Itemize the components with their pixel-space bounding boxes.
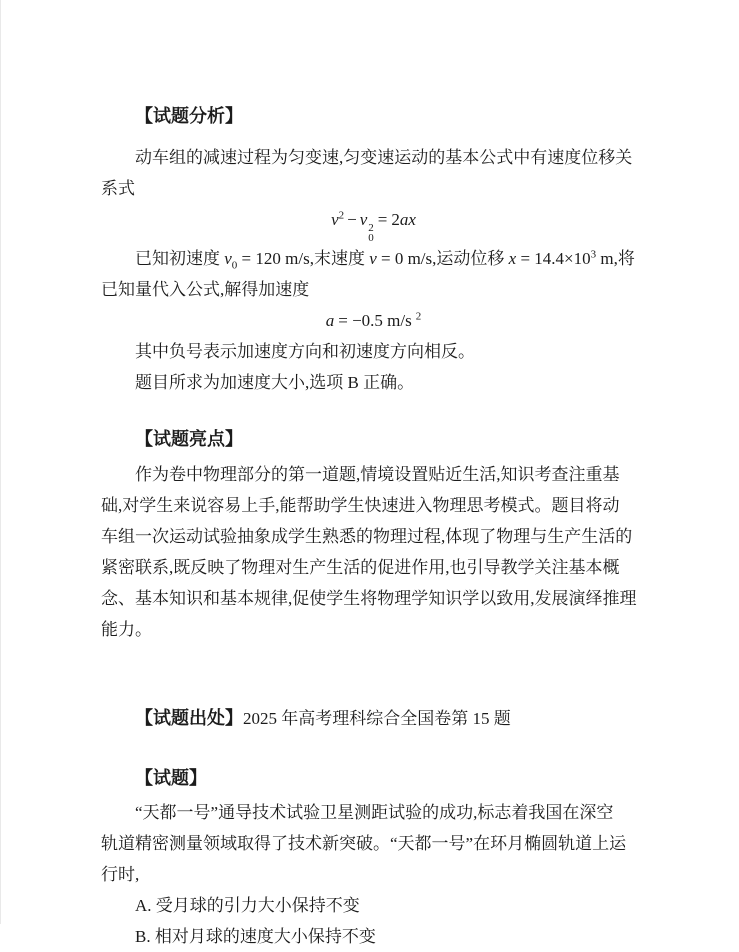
math-var-v0: v: [359, 210, 368, 229]
equals-sign: =: [377, 210, 388, 229]
paragraph-line: [101, 243, 739, 274]
text-run: 已知初速度: [135, 249, 225, 269]
math-var-v: v: [369, 249, 377, 269]
heading-highlights: 【试题亮点】: [135, 429, 243, 450]
paragraph-line: 轨道精密测量领域取得了技术新突破。“天都一号”在环月椭圆轨道上运: [101, 834, 627, 854]
minus-sign: −: [347, 210, 357, 229]
text-run: m,将: [596, 249, 635, 269]
paragraph-line: 车组一次运动试验抽象成学生熟悉的物理过程,体现了物理与生产生活的: [101, 527, 633, 547]
analysis-sign-note: 其中负号表示加速度方向和初速度方向相反。: [135, 342, 475, 362]
question-paragraph: [101, 797, 739, 890]
math-var-x: x: [508, 249, 517, 269]
stacked-sub-sup: [368, 224, 374, 243]
highlights-paragraph: [101, 459, 739, 645]
paragraph-line: 念、基本知识和基本规律,促使学生将物理学知识学以致用,发展演绎推理: [101, 589, 637, 609]
analysis-paragraph-2: [101, 243, 739, 305]
math-coef: 2: [391, 210, 400, 229]
math-sup: 2: [415, 310, 422, 323]
source-text: 2025 年高考理科综合全国卷第 15 题: [243, 709, 511, 729]
source-line: [101, 703, 739, 734]
analysis-paragraph-1: [101, 142, 739, 204]
analysis-answer-note: 题目所求为加速度大小,选项 B 正确。: [135, 373, 415, 393]
section-analysis: [101, 102, 739, 398]
heading-question: 【试题】: [135, 768, 207, 789]
text-run: = 120 m/s,末速度: [237, 249, 370, 269]
text-run: = 14.4×10: [516, 249, 591, 269]
formula-velocity-displacement: [101, 204, 646, 243]
paragraph-line: 础,对学生来说容易上手,能帮助学生快速进入物理思考模式。题目将动: [101, 496, 620, 516]
math-vars-ax: ax: [399, 210, 416, 229]
math-var-a: a: [325, 311, 335, 331]
math-var-v0: v: [224, 249, 232, 269]
section-highlights: [101, 425, 739, 645]
math-var-v: v: [331, 210, 339, 229]
option-a: A. 受月球的引力大小保持不变: [135, 896, 360, 916]
math-sup: 3: [590, 248, 597, 261]
option-b: B. 相对月球的速度大小保持不变: [135, 927, 376, 947]
paragraph-line: 作为卷中物理部分的第一道题,情境设置贴近生活,知识考查注重基: [135, 465, 620, 485]
paragraph-line: 系式: [101, 179, 135, 198]
math-sup: 2: [338, 209, 345, 222]
text-run: = 0 m/s,运动位移: [376, 249, 509, 269]
paragraph-line: “天都一号”通导技术试验卫星测距试验的成功,标志着我国在深空: [135, 803, 614, 823]
heading-analysis: 【试题分析】: [135, 106, 243, 126]
paragraph-line: 紧密联系,既反映了物理对生产生活的促进作用,也引导教学关注基本概: [101, 558, 620, 578]
paragraph-line: 动车组的减速过程为匀变速,匀变速运动的基本公式中有速度位移关: [135, 148, 633, 167]
section-question: [101, 764, 739, 952]
source-label: 【试题出处】: [135, 708, 243, 729]
paragraph-line: 行时,: [101, 865, 140, 885]
math-sub: 0: [231, 259, 238, 272]
equation-rest: = −0.5 m/s: [338, 311, 412, 331]
formula-acceleration: [101, 305, 646, 336]
math-sub: 0: [368, 231, 374, 244]
paragraph-line: 能力。: [101, 620, 152, 640]
paragraph-line: 已知量代入公式,解得加速度: [101, 280, 310, 300]
math-sup: 2: [368, 222, 374, 235]
